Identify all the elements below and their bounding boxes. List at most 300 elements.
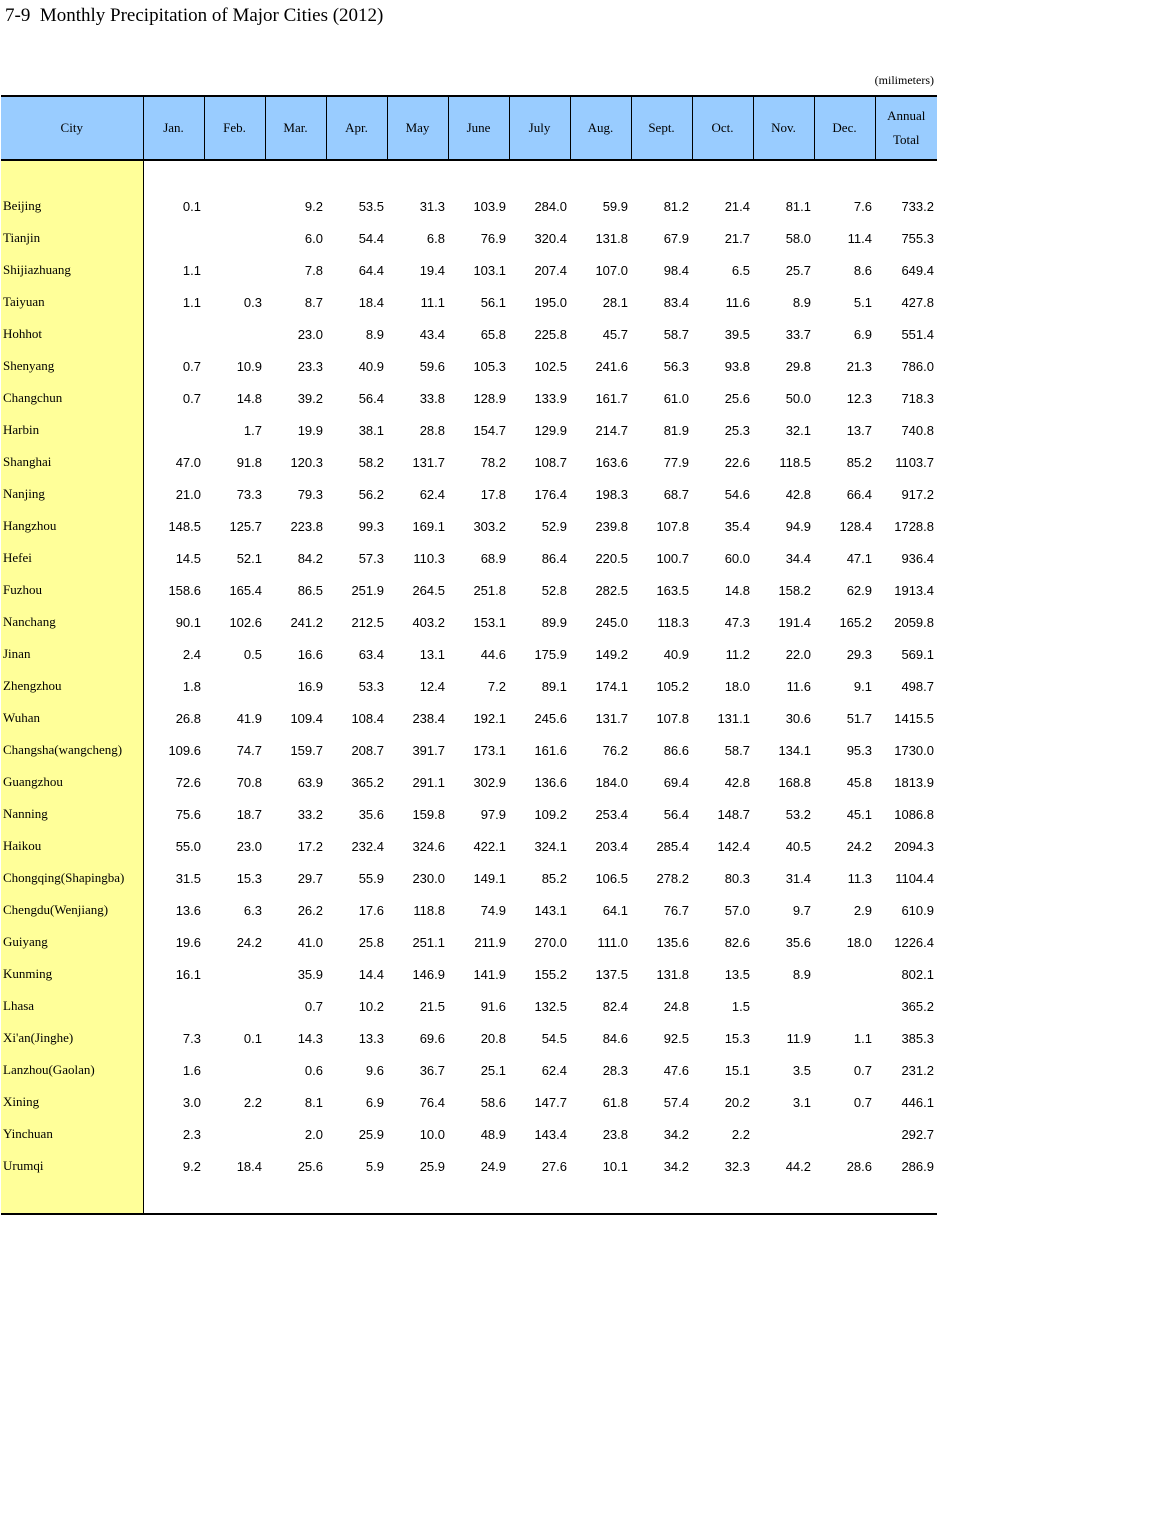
value-cell: 57.4 <box>663 1094 689 1110</box>
value-cell: 56.4 <box>358 390 384 406</box>
city-name-cell: Lhasa <box>1 990 143 1022</box>
value-cell: 110.3 <box>413 550 445 566</box>
value-cell: 20.8 <box>480 1030 506 1046</box>
value-cell: 109.2 <box>534 806 567 822</box>
value-cell: 83.4 <box>663 294 689 310</box>
value-cell: 9.2 <box>304 198 323 214</box>
table-row <box>1 286 937 318</box>
value-cell: 6.9 <box>853 326 872 342</box>
value-cell: 214.7 <box>595 422 628 438</box>
annual-total-cell: 1730.0 <box>894 742 934 758</box>
value-cell: 147.7 <box>534 1094 567 1110</box>
value-cell: 0.1 <box>182 198 201 214</box>
city-name-cell: Nanning <box>1 798 143 830</box>
value-cell: 207.4 <box>534 262 567 278</box>
city-name-cell: Changsha(wangcheng) <box>1 734 143 766</box>
value-cell: 192.1 <box>473 710 506 726</box>
annual-total-cell: 740.8 <box>901 422 934 438</box>
value-cell: 9.1 <box>853 678 872 694</box>
value-cell: 0.1 <box>243 1030 262 1046</box>
value-cell: 52.8 <box>541 582 567 598</box>
value-cell: 232.4 <box>351 838 384 854</box>
annual-total-cell: 498.7 <box>901 678 934 694</box>
value-cell: 225.8 <box>534 326 567 342</box>
value-cell: 47.3 <box>724 614 750 630</box>
value-cell: 7.2 <box>487 678 506 694</box>
value-cell: 80.3 <box>724 870 750 886</box>
value-cell: 75.6 <box>175 806 201 822</box>
value-cell: 98.4 <box>663 262 689 278</box>
value-cell: 10.2 <box>358 998 384 1014</box>
value-cell: 56.2 <box>358 486 384 502</box>
value-cell: 25.1 <box>480 1062 506 1078</box>
value-cell: 51.7 <box>846 710 872 726</box>
value-cell: 5.1 <box>853 294 872 310</box>
column-header-july: July <box>509 96 570 160</box>
value-cell: 241.6 <box>595 358 628 374</box>
city-name-cell: Shijiazhuang <box>1 254 143 286</box>
value-cell: 8.9 <box>365 326 384 342</box>
value-cell: 72.6 <box>175 774 201 790</box>
value-cell: 1.1 <box>182 294 201 310</box>
annual-total-cell: 231.2 <box>901 1062 934 1078</box>
value-cell: 53.5 <box>358 198 384 214</box>
value-cell: 31.3 <box>419 198 445 214</box>
table-row <box>1 670 937 702</box>
table-row <box>1 222 937 254</box>
value-cell: 25.9 <box>419 1158 445 1174</box>
value-cell: 13.1 <box>419 646 445 662</box>
value-cell: 2.4 <box>182 646 201 662</box>
table-row <box>1 510 937 542</box>
table-row <box>1 766 937 798</box>
value-cell: 165.4 <box>229 582 262 598</box>
value-cell: 13.7 <box>846 422 872 438</box>
value-cell: 8.9 <box>792 966 811 982</box>
value-cell: 8.9 <box>792 294 811 310</box>
value-cell: 174.1 <box>595 678 628 694</box>
value-cell: 54.5 <box>541 1030 567 1046</box>
value-cell <box>814 958 875 990</box>
value-cell: 73.3 <box>236 486 262 502</box>
value-cell: 403.2 <box>412 614 445 630</box>
value-cell: 99.3 <box>358 518 384 534</box>
value-cell: 47.0 <box>175 454 201 470</box>
value-cell <box>814 990 875 1022</box>
value-cell: 21.7 <box>724 230 750 246</box>
value-cell: 118.8 <box>413 902 445 918</box>
value-cell: 11.4 <box>847 230 872 246</box>
annual-total-cell: 1086.8 <box>894 806 934 822</box>
value-cell: 28.1 <box>602 294 628 310</box>
table-row <box>1 862 937 894</box>
value-cell: 102.6 <box>229 614 262 630</box>
value-cell: 149.1 <box>473 870 506 886</box>
value-cell: 91.6 <box>480 998 506 1014</box>
value-cell: 32.1 <box>785 422 811 438</box>
value-cell: 239.8 <box>595 518 628 534</box>
annual-total-cell: 1415.5 <box>894 710 934 726</box>
value-cell: 25.7 <box>785 262 811 278</box>
value-cell: 6.9 <box>365 1094 384 1110</box>
value-cell <box>204 1054 265 1086</box>
value-cell: 25.9 <box>358 1126 384 1142</box>
value-cell: 41.9 <box>236 710 262 726</box>
value-cell <box>814 1182 875 1214</box>
value-cell: 40.9 <box>358 358 384 374</box>
value-cell: 74.7 <box>236 742 262 758</box>
value-cell: 154.7 <box>473 422 506 438</box>
city-name-cell: Shenyang <box>1 350 143 382</box>
table-row <box>1 606 937 638</box>
value-cell: 163.5 <box>656 582 689 598</box>
value-cell: 76.7 <box>663 902 689 918</box>
value-cell: 136.6 <box>534 774 567 790</box>
value-cell: 76.9 <box>480 230 506 246</box>
value-cell: 211.9 <box>474 934 506 950</box>
value-cell: 131.1 <box>717 710 750 726</box>
value-cell: 45.7 <box>602 326 628 342</box>
value-cell: 19.6 <box>175 934 201 950</box>
value-cell: 129.9 <box>534 422 567 438</box>
value-cell: 365.2 <box>351 774 384 790</box>
annual-total-cell: 1103.7 <box>895 454 934 470</box>
value-cell: 6.8 <box>426 230 445 246</box>
value-cell: 18.4 <box>358 294 384 310</box>
value-cell: 29.7 <box>297 870 323 886</box>
value-cell <box>753 1118 814 1150</box>
value-cell: 45.1 <box>846 806 872 822</box>
table-row <box>1 702 937 734</box>
value-cell: 153.1 <box>473 614 506 630</box>
annual-total-cell: 649.4 <box>901 262 934 278</box>
value-cell: 24.2 <box>236 934 262 950</box>
table-row <box>1 1086 937 1118</box>
value-cell: 10.9 <box>236 358 262 374</box>
value-cell: 89.9 <box>541 614 567 630</box>
table-row <box>1 382 937 414</box>
value-cell: 128.4 <box>839 518 872 534</box>
value-cell: 21.5 <box>419 998 445 1014</box>
value-cell <box>814 1118 875 1150</box>
city-name-cell: Guangzhou <box>1 766 143 798</box>
value-cell: 24.8 <box>663 998 689 1014</box>
value-cell: 2.2 <box>731 1126 750 1142</box>
value-cell <box>326 1182 387 1214</box>
value-cell: 66.4 <box>846 486 872 502</box>
value-cell: 17.6 <box>358 902 384 918</box>
value-cell: 79.3 <box>297 486 323 502</box>
value-cell: 422.1 <box>473 838 506 854</box>
value-cell: 24.2 <box>846 838 872 854</box>
annual-total-cell: 917.2 <box>901 486 934 502</box>
value-cell: 25.3 <box>724 422 750 438</box>
value-cell: 56.3 <box>663 358 689 374</box>
value-cell <box>143 1182 204 1214</box>
value-cell: 23.0 <box>236 838 262 854</box>
value-cell: 155.2 <box>534 966 567 982</box>
annual-total-cell: 446.1 <box>901 1094 934 1110</box>
city-name-cell: Guiyang <box>1 926 143 958</box>
value-cell: 5.9 <box>365 1158 384 1174</box>
value-cell: 137.5 <box>595 966 628 982</box>
value-cell: 133.9 <box>534 390 567 406</box>
value-cell: 93.8 <box>724 358 750 374</box>
value-cell: 33.8 <box>419 390 445 406</box>
value-cell: 8.6 <box>853 262 872 278</box>
annual-total-cell: 936.4 <box>901 550 934 566</box>
value-cell: 0.7 <box>853 1062 872 1078</box>
value-cell: 14.8 <box>236 390 262 406</box>
annual-total-cell: 2094.3 <box>894 838 934 854</box>
value-cell: 1.5 <box>731 998 750 1014</box>
value-cell: 241.2 <box>290 614 323 630</box>
precipitation-table <box>1 95 937 1215</box>
city-name-cell: Taiyuan <box>1 286 143 318</box>
value-cell: 203.4 <box>595 838 628 854</box>
value-cell: 163.6 <box>595 454 628 470</box>
page-title: 7-9 Monthly Precipitation of Major Cities (2012) <box>5 5 384 26</box>
city-name-cell: Nanchang <box>1 606 143 638</box>
value-cell: 42.8 <box>785 486 811 502</box>
value-cell: 28.6 <box>846 1158 872 1174</box>
value-cell: 12.4 <box>419 678 445 694</box>
city-name-cell: Chongqing(Shapingba) <box>1 862 143 894</box>
column-header-mar: Mar. <box>265 96 326 160</box>
value-cell: 84.6 <box>602 1030 628 1046</box>
city-name-cell: Changchun <box>1 382 143 414</box>
column-header-annual-total <box>875 96 937 160</box>
table-row <box>1 478 937 510</box>
value-cell <box>204 958 265 990</box>
value-cell: 19.9 <box>297 422 323 438</box>
value-cell: 15.3 <box>724 1030 750 1046</box>
value-cell: 61.0 <box>663 390 689 406</box>
value-cell: 131.8 <box>656 966 689 982</box>
value-cell <box>143 222 204 254</box>
value-cell: 141.9 <box>473 966 506 982</box>
value-cell: 102.5 <box>534 358 567 374</box>
value-cell <box>692 1182 753 1214</box>
city-name-cell: Jinan <box>1 638 143 670</box>
value-cell: 134.1 <box>778 742 811 758</box>
annual-total-cell: 427.8 <box>901 294 934 310</box>
value-cell: 148.5 <box>168 518 201 534</box>
value-cell: 14.8 <box>724 582 750 598</box>
value-cell <box>631 1182 692 1214</box>
value-cell: 18.7 <box>236 806 262 822</box>
value-cell: 2.3 <box>182 1126 201 1142</box>
value-cell: 14.5 <box>175 550 201 566</box>
value-cell: 86.6 <box>663 742 689 758</box>
value-cell <box>753 1182 814 1214</box>
value-cell: 198.3 <box>595 486 628 502</box>
value-cell: 270.0 <box>534 934 567 950</box>
value-cell: 18.0 <box>724 678 750 694</box>
value-cell: 158.6 <box>168 582 201 598</box>
value-cell: 62.4 <box>541 1062 567 1078</box>
value-cell: 111.0 <box>597 934 628 950</box>
value-cell: 108.7 <box>534 454 567 470</box>
value-cell <box>204 1118 265 1150</box>
value-cell: 0.7 <box>304 998 323 1014</box>
value-cell: 1.6 <box>182 1062 201 1078</box>
annual-total-cell: 292.7 <box>901 1126 934 1142</box>
value-cell: 76.4 <box>419 1094 445 1110</box>
value-cell: 108.4 <box>351 710 384 726</box>
value-cell: 21.3 <box>846 358 872 374</box>
value-cell: 60.0 <box>724 550 750 566</box>
city-name-cell: Tianjin <box>1 222 143 254</box>
value-cell: 391.7 <box>412 742 445 758</box>
value-cell: 40.5 <box>785 838 811 854</box>
value-cell: 16.6 <box>297 646 323 662</box>
table-row <box>1 350 937 382</box>
column-header-june: June <box>448 96 509 160</box>
value-cell: 56.1 <box>480 294 506 310</box>
value-cell: 191.4 <box>778 614 811 630</box>
table-row <box>1 446 937 478</box>
value-cell: 184.0 <box>595 774 628 790</box>
city-name-cell: Hefei <box>1 542 143 574</box>
value-cell: 67.9 <box>663 230 689 246</box>
value-cell: 212.5 <box>351 614 384 630</box>
value-cell: 61.8 <box>602 1094 628 1110</box>
value-cell: 230.0 <box>412 870 445 886</box>
value-cell: 100.7 <box>656 550 689 566</box>
city-name-cell: Wuhan <box>1 702 143 734</box>
value-cell: 3.5 <box>792 1062 811 1078</box>
value-cell <box>204 1182 265 1214</box>
value-cell: 31.5 <box>175 870 201 886</box>
annual-total-line-2: Total <box>892 132 920 147</box>
city-name-cell: Beijing <box>1 190 143 222</box>
value-cell: 9.6 <box>365 1062 384 1078</box>
value-cell: 0.7 <box>182 390 201 406</box>
value-cell <box>570 1182 631 1214</box>
value-cell: 32.3 <box>724 1158 750 1174</box>
value-cell: 159.8 <box>412 806 445 822</box>
spacer-row-top <box>1 160 937 190</box>
value-cell: 41.0 <box>297 934 323 950</box>
annual-total-cell: 786.0 <box>901 358 934 374</box>
annual-total-cell: 551.4 <box>901 326 934 342</box>
value-cell: 16.9 <box>297 678 323 694</box>
value-cell: 58.7 <box>663 326 689 342</box>
table-row <box>1 958 937 990</box>
value-cell: 2.2 <box>243 1094 262 1110</box>
value-cell: 43.4 <box>419 326 445 342</box>
value-cell: 18.0 <box>846 934 872 950</box>
value-cell: 23.8 <box>602 1126 628 1142</box>
value-cell: 23.3 <box>297 358 323 374</box>
value-cell <box>448 1182 509 1214</box>
value-cell: 1.1 <box>853 1030 872 1046</box>
value-cell: 34.4 <box>785 550 811 566</box>
value-cell: 82.4 <box>602 998 628 1014</box>
value-cell: 28.8 <box>419 422 445 438</box>
value-cell: 54.6 <box>724 486 750 502</box>
annual-total-cell: 755.3 <box>901 230 934 246</box>
value-cell: 63.9 <box>297 774 323 790</box>
value-cell: 8.7 <box>304 294 323 310</box>
value-cell: 285.4 <box>656 838 689 854</box>
value-cell: 109.6 <box>168 742 201 758</box>
value-cell: 173.1 <box>473 742 506 758</box>
value-cell: 0.7 <box>182 358 201 374</box>
value-cell: 81.2 <box>663 198 689 214</box>
value-cell: 146.9 <box>412 966 445 982</box>
value-cell: 131.7 <box>412 454 445 470</box>
table-row <box>1 254 937 286</box>
value-cell: 25.8 <box>358 934 384 950</box>
table-row <box>1 414 937 446</box>
value-cell: 64.4 <box>358 262 384 278</box>
column-header-sept: Sept. <box>631 96 692 160</box>
value-cell: 1.7 <box>243 422 262 438</box>
value-cell: 320.4 <box>534 230 567 246</box>
value-cell: 86.4 <box>541 550 567 566</box>
value-cell: 251.1 <box>412 934 445 950</box>
value-cell: 33.7 <box>785 326 811 342</box>
value-cell: 19.4 <box>419 262 445 278</box>
value-cell: 125.7 <box>229 518 262 534</box>
annual-total-cell: 286.9 <box>901 1158 934 1174</box>
value-cell: 89.1 <box>541 678 567 694</box>
value-cell: 118.5 <box>779 454 811 470</box>
annual-total-cell: 1913.4 <box>894 582 934 598</box>
value-cell: 44.6 <box>480 646 506 662</box>
value-cell: 103.9 <box>473 198 506 214</box>
value-cell: 11.2 <box>725 646 750 662</box>
value-cell: 158.2 <box>778 582 811 598</box>
value-cell: 10.0 <box>419 1126 445 1142</box>
value-cell: 92.5 <box>663 1030 689 1046</box>
value-cell: 284.0 <box>534 198 567 214</box>
value-cell: 53.2 <box>785 806 811 822</box>
value-cell: 245.0 <box>595 614 628 630</box>
value-cell: 57.0 <box>724 902 750 918</box>
value-cell: 35.6 <box>358 806 384 822</box>
value-cell: 107.8 <box>656 518 689 534</box>
table-row <box>1 990 937 1022</box>
value-cell: 168.8 <box>778 774 811 790</box>
table-row <box>1 638 937 670</box>
value-cell: 149.2 <box>595 646 628 662</box>
value-cell <box>204 222 265 254</box>
value-cell: 25.6 <box>724 390 750 406</box>
value-cell: 169.1 <box>412 518 445 534</box>
value-cell: 68.9 <box>480 550 506 566</box>
value-cell: 69.6 <box>419 1030 445 1046</box>
city-name-cell: Hangzhou <box>1 510 143 542</box>
value-cell: 264.5 <box>412 582 445 598</box>
city-name-cell: Zhengzhou <box>1 670 143 702</box>
annual-total-cell: 385.3 <box>901 1030 934 1046</box>
value-cell: 11.1 <box>420 294 445 310</box>
column-header-oct: Oct. <box>692 96 753 160</box>
value-cell: 220.5 <box>595 550 628 566</box>
value-cell: 7.8 <box>304 262 323 278</box>
annual-total-cell: 802.1 <box>901 966 934 982</box>
value-cell: 0.7 <box>853 1094 872 1110</box>
annual-total-cell: 365.2 <box>901 998 934 1014</box>
table-row <box>1 1150 937 1182</box>
value-cell: 52.1 <box>236 550 262 566</box>
value-cell: 148.7 <box>717 806 750 822</box>
annual-total-cell: 1104.4 <box>895 870 934 886</box>
unit-label: (milimeters) <box>874 73 934 87</box>
